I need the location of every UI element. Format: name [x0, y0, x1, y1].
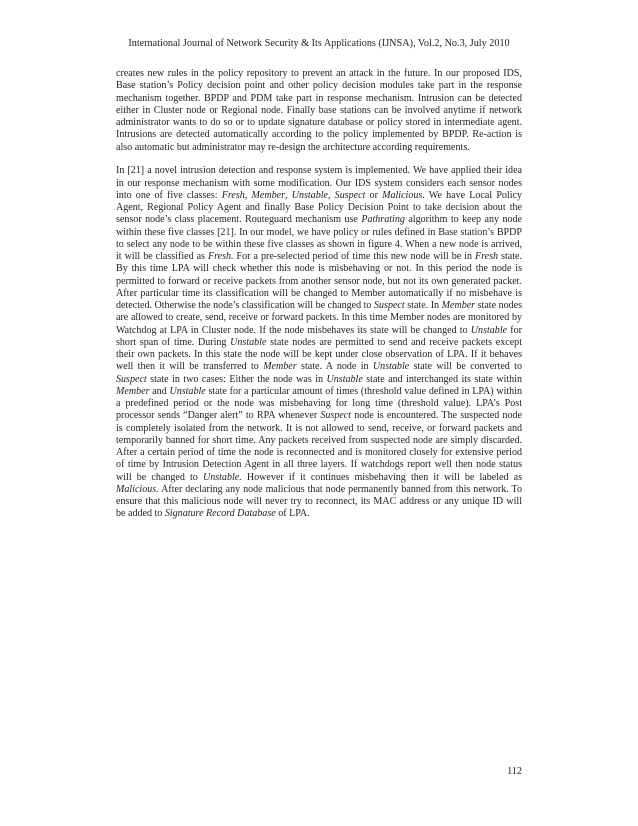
text-run: state. By this time LPA will check whether this node is misbehaving or not. In this period the node is permitted to forward or receive packets from another sensor node, but not its own generated packet. After particular time its classification will be changed to Member automatically if no misbehave is detected. Otherwise the node’s classification will be changed to	[116, 251, 522, 311]
text-run: However if it continues misbehaving then it will be labeled as	[241, 471, 523, 483]
text-run: state and interchanged its state within	[362, 373, 522, 385]
text-run: and	[149, 385, 170, 397]
emphasized-term: Member	[116, 385, 150, 397]
emphasized-term: Unstable	[372, 361, 410, 373]
running-header: International Journal of Network Security & Its Applications (IJNSA), Vol.2, No.3, July 2010	[128, 38, 510, 49]
text-run: for short span of time. During	[116, 324, 522, 348]
text-run: state nodes are permitted to send and receive packets except their own packets. In this state the node will be kept under close observation of LPA. If it behaves well then it will be transferred to	[116, 336, 522, 373]
text-run: ,	[284, 189, 292, 201]
emphasized-term: Suspect	[334, 189, 366, 201]
text-run: creates new rules in the policy repository to prevent an attack in the future. In our proposed IDS, Base station’s Policy decision point and other policy decision modules take part in the response mechanism together. BPDP and PDM take part in response mechanism. Intrusion can be detected either in Cluster node or Regional node. Finally base stations can be involved anytime if network administrator wants to do so or to update signature database or policy stored in intermediate agent. Intrusions are detected automatically according to the policy implemented by BPDP. Re-action is also automatic but administrator may re-design the architecture according requirements.	[116, 68, 522, 153]
emphasized-term: Unstable	[230, 336, 267, 348]
text-run: state in two cases: Either the node was in	[146, 373, 327, 385]
paragraph-policy-response	[116, 68, 522, 154]
emphasized-term: Unstable	[291, 189, 328, 201]
text-run: state will be converted to	[409, 361, 522, 373]
emphasized-term: Unstable	[169, 385, 206, 397]
text-run: algorithm to keep any node within these five classes [21]. In our model, we have policy or rules defined in Base station’s BPDP to select any node to be within these five classes as shown in figure 4. When a new node is arrived, it will be classified as	[116, 214, 522, 262]
emphasized-term: Member	[263, 361, 297, 373]
text-run: ,	[327, 189, 335, 201]
text-run: node is encountered. The suspected node is completely isolated from the network. It is not allowed to send, receive, or forward packets and temporarily banned for short time. Any packets received from suspected node are simply discarded. After a certain period of time the node is reconnected and is monitored closely for extensive period of time by Intrusion Detection Agent in all three layers. If watchdogs report well then node status will be changed to	[116, 410, 523, 483]
emphasized-term: Suspect	[374, 300, 405, 311]
text-run: In [21] a novel intrusion detection and response system is implemented. We have applied their idea in our response mechanism with some modification. Our IDS system considers each sensor nodes into one of five classes:	[116, 165, 522, 201]
text-run: or	[365, 189, 383, 201]
emphasized-term: Malicious	[382, 189, 423, 201]
emphasized-term: Fresh	[221, 189, 245, 201]
text-run: For a pre-selected period of time this new node will be in	[233, 251, 475, 262]
text-run: of LPA.	[275, 508, 310, 520]
text-run: . We have Local Policy Agent, Regional Policy Agent and finally Base Policy Decision Point to take decision about the sensor node’s class placement. Routeguard mechanism use	[116, 189, 522, 226]
text-run: state for a particular amount of times (threshold value defined in LPA) within a predefined period or the node was misbehaving for long time (threshold value). LPA’s Post processor sends “Danger alert” to RPA whenever	[116, 385, 523, 422]
emphasized-term: Fresh	[475, 251, 499, 262]
emphasized-term: Pathrating	[361, 214, 405, 226]
emphasized-term: Member	[251, 189, 285, 201]
emphasized-term: Unstable	[326, 373, 363, 385]
text-run: state. In	[404, 300, 442, 311]
text-run: state nodes are allowed to create, send, receive or forward packets. In this time Member nodes are monitored by Watchdog at LPA in Cluster node. If the node misbehaves its state will be changed to	[116, 300, 523, 336]
emphasized-term: Malicious.	[116, 483, 159, 495]
article-body	[116, 68, 522, 521]
emphasized-term: Signature Record Database	[164, 508, 276, 520]
text-run: ,	[244, 189, 252, 201]
emphasized-term: Fresh.	[207, 251, 234, 262]
emphasized-term: Unstable.	[202, 471, 242, 483]
emphasized-term: Unstable	[470, 324, 508, 336]
paragraph-node-classification	[116, 165, 522, 520]
page-number: 112	[507, 766, 522, 777]
emphasized-term: Suspect	[320, 410, 352, 422]
text-run: state. A node in	[296, 361, 373, 373]
emphasized-term: Member	[441, 300, 476, 311]
text-run: After declaring any node malicious that node permanently banned from this network. To ensure that this malicious node will never try to reconnect, its MAC address or any unique ID will be added to	[116, 483, 522, 520]
emphasized-term: Suspect	[116, 373, 147, 385]
